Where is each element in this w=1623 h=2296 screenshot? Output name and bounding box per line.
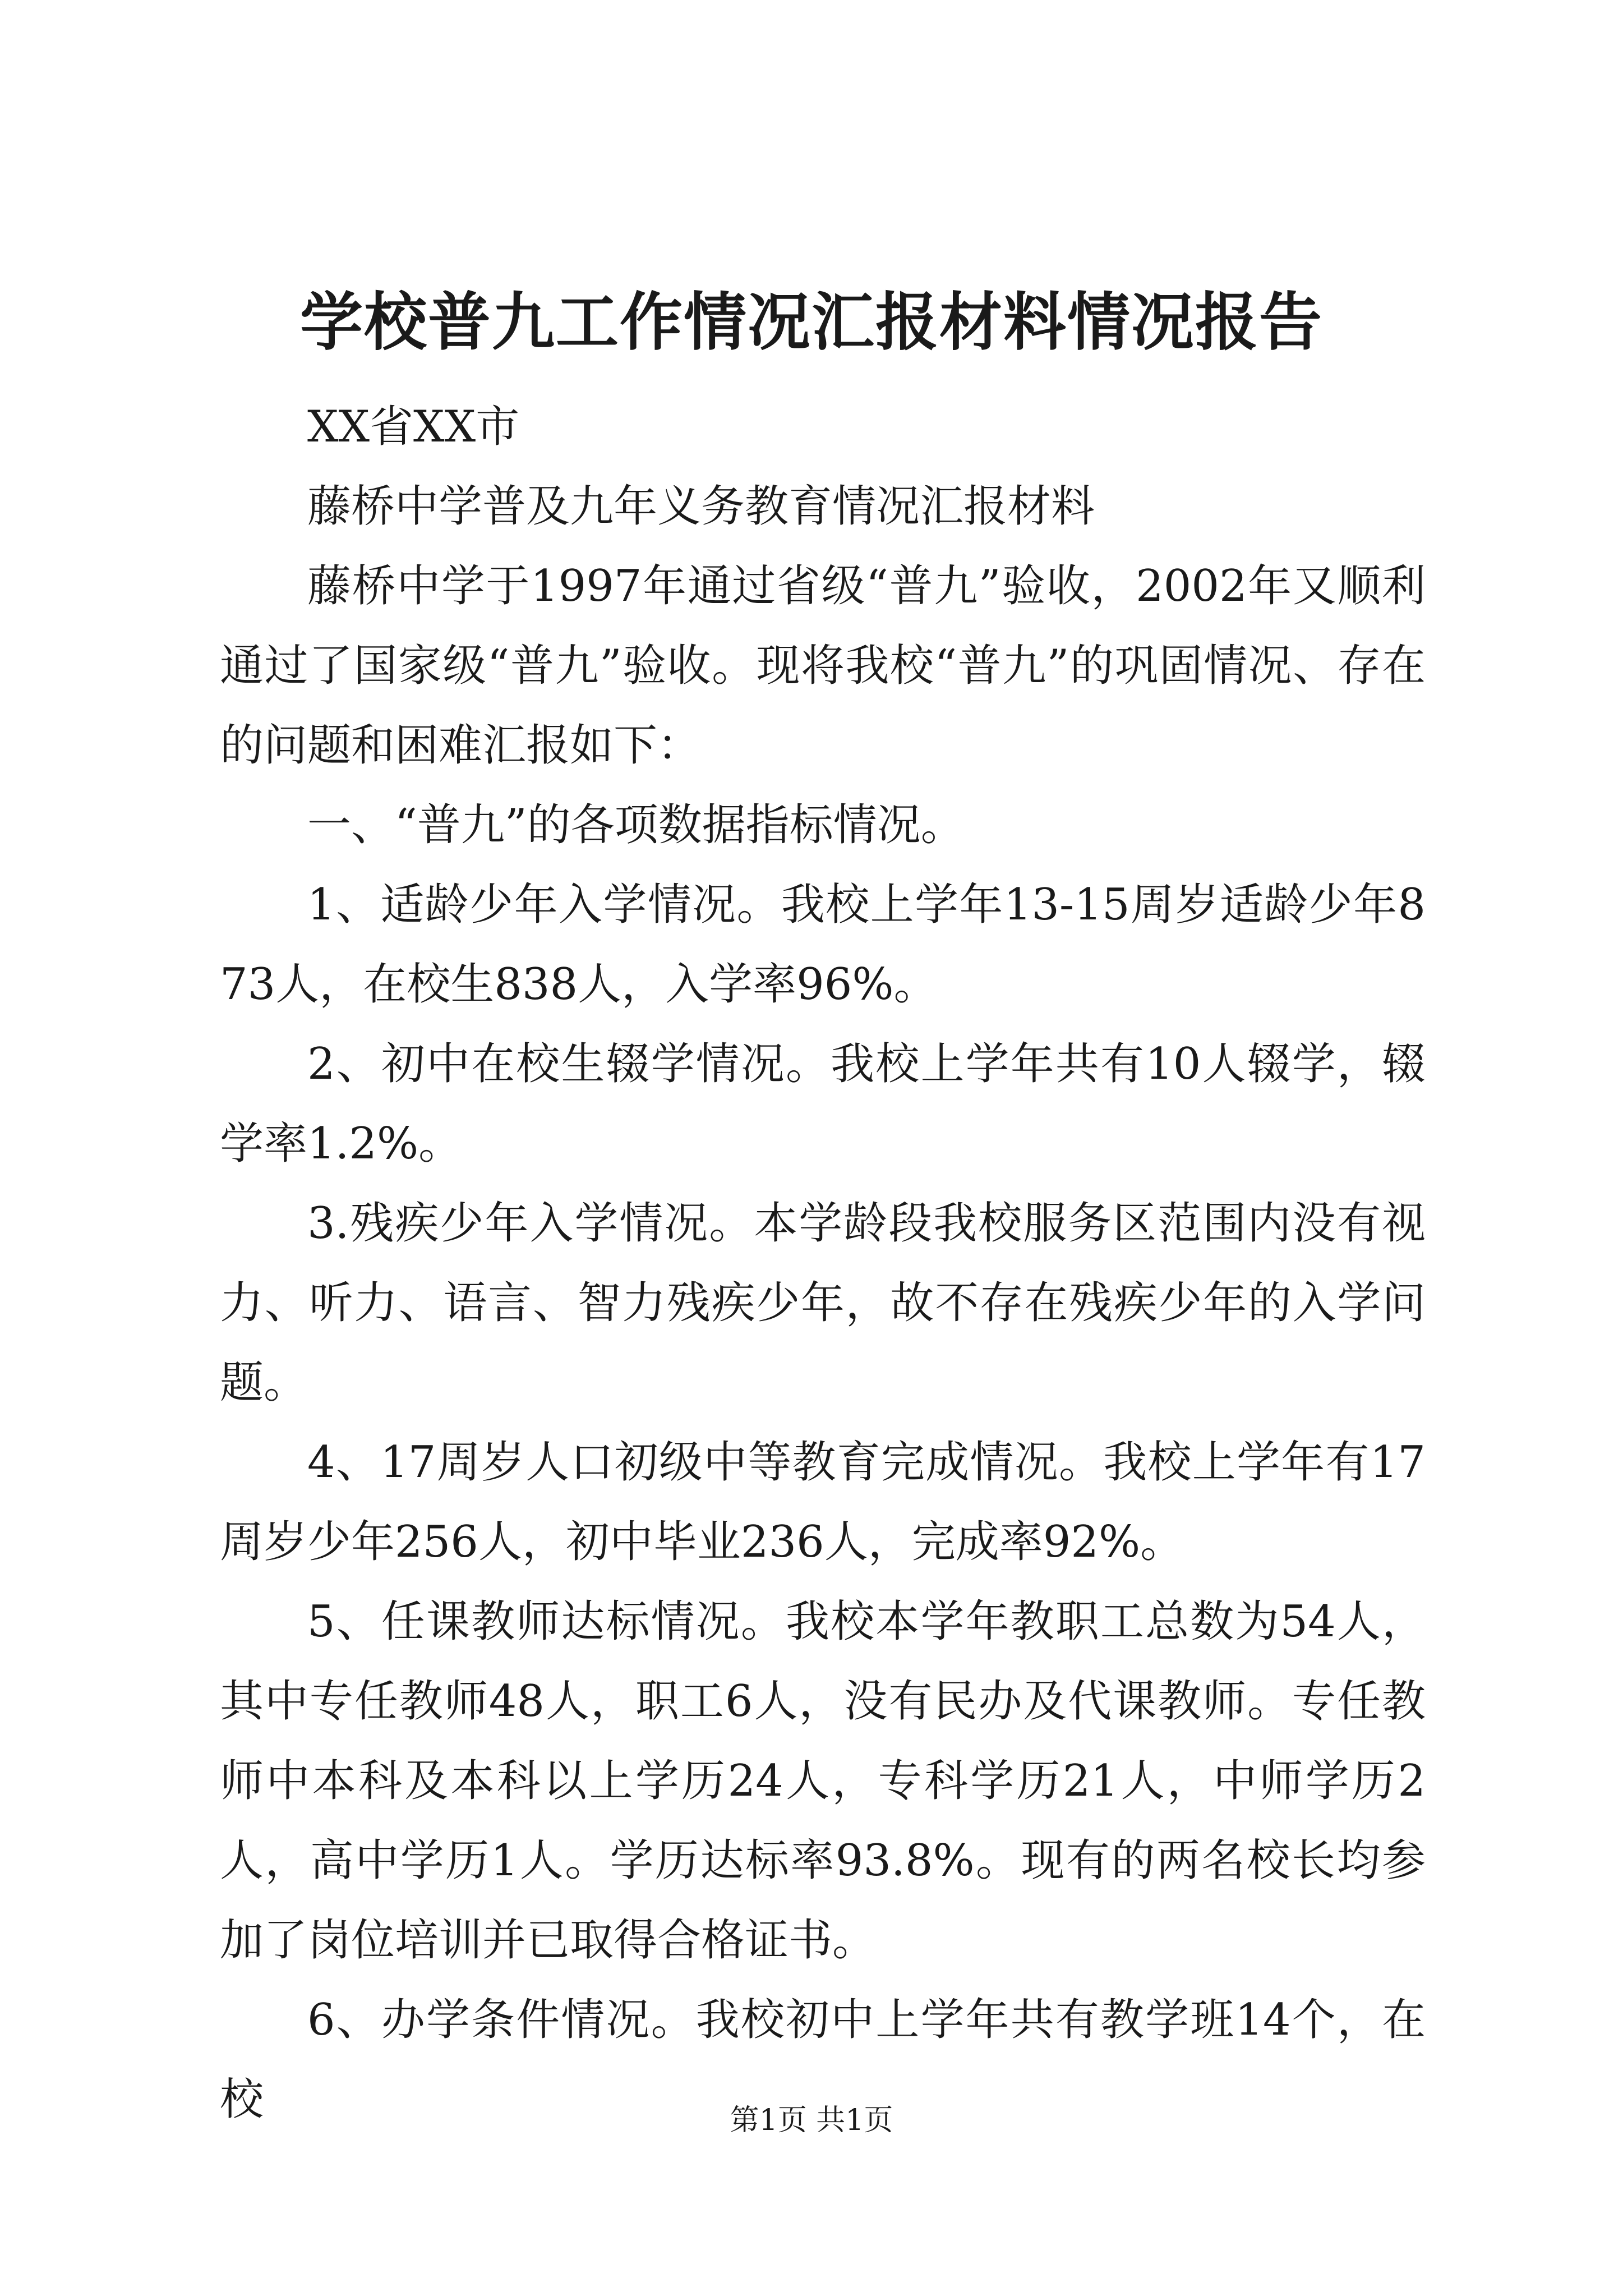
paragraph-item-4: 4、17周岁人口初级中等教育完成情况。我校上学年有17周岁少年256人，初中毕业236人，完成率92%。 bbox=[220, 1437, 1426, 1567]
paragraph-item-3: 3.残疾少年入学情况。本学龄段我校服务区范围内没有视力、听力、语言、智力残疾少年，故不存在残疾少年的入学问题。 bbox=[220, 1198, 1426, 1408]
paragraph-location: XX省XX市 bbox=[307, 402, 520, 452]
paragraph-item-5: 5、任课教师达标情况。我校本学年教职工总数为54人，其中专任教师48人，职工6人，没有民办及代课教师。专任教师中本科及本科以上学历24人，专科学历21人，中师学历2人，高中学历1人。学历达标率93.8%。现有的两名校长均参加了岗位培训并已取得合格证书。 bbox=[220, 1596, 1426, 1966]
paragraph-section-heading: 一、“普九”的各项数据指标情况。 bbox=[307, 800, 965, 850]
document-body bbox=[220, 387, 1426, 2139]
page-footer: 第1页 共1页 bbox=[730, 2104, 893, 2137]
paragraph-item-6: 6、办学条件情况。我校初中上学年共有教学班14个，在校 bbox=[220, 1995, 1426, 2125]
paragraph-item-2: 2、初中在校生辍学情况。我校上学年共有10人辍学，辍学率1.2%。 bbox=[220, 1039, 1426, 1169]
paragraph-intro: 藤桥中学于1997年通过省级“普九”验收，2002年又顺利通过了国家级“普九”验收。现将我校“普九”的巩固情况、存在的问题和困难汇报如下： bbox=[220, 561, 1426, 771]
paragraph-subtitle: 藤桥中学普及九年义务教育情况汇报材料 bbox=[307, 481, 1095, 532]
document-title: 学校普九工作情况汇报材料情况报告 bbox=[300, 286, 1323, 359]
paragraph-item-1: 1、适龄少年入学情况。我校上学年13-15周岁适龄少年873人，在校生838人，入学率96%。 bbox=[220, 880, 1426, 1010]
